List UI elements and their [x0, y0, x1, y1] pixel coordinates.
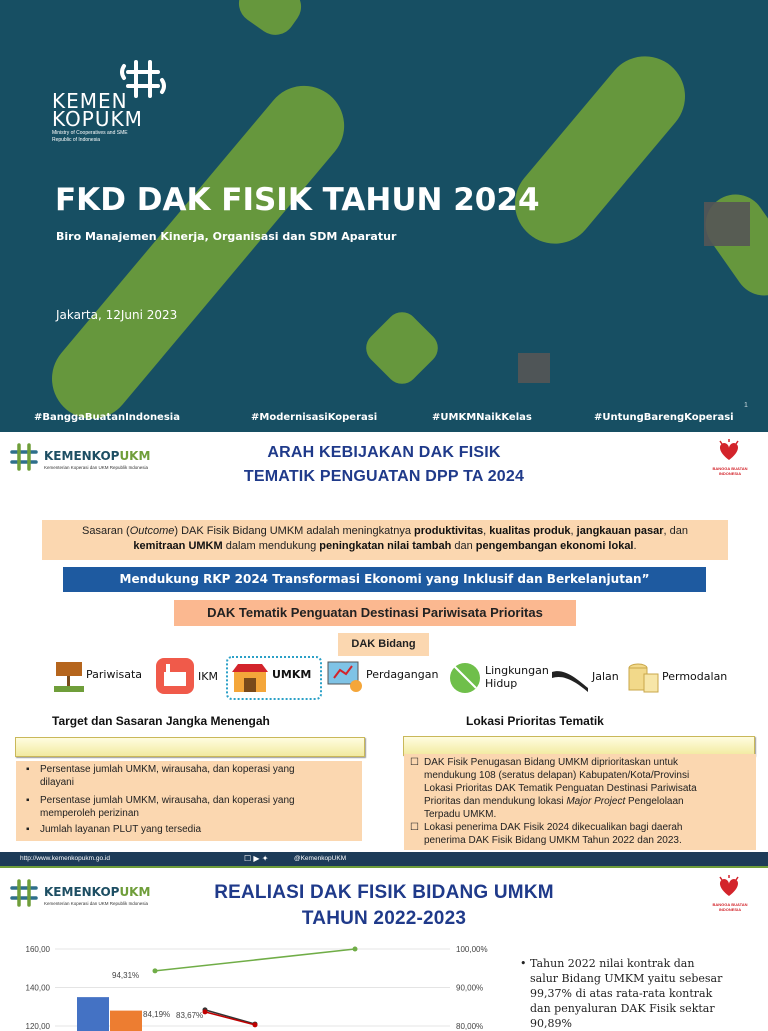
- bullet-line-3: 99,37% di atas rata-rata kontrak: [530, 987, 713, 1000]
- bar: [77, 997, 109, 1031]
- lokasi-line-6: Lokasi penerima DAK Fisik 2024 dikecualikan bagi daerah: [424, 822, 683, 833]
- footer-handle: @KemenkopUKM: [294, 855, 347, 862]
- series-point: [203, 1009, 208, 1014]
- right-tick-label: 90,00%: [456, 983, 484, 993]
- cat-lingkungan-hidup: Lingkungan Hidup: [485, 664, 549, 690]
- badge-text: BANGGA BUATAN INDONESIA: [712, 466, 748, 476]
- lokasi-line-5: Terpadu UMKM.: [424, 809, 497, 820]
- lokasi-line-2: mendukung 108 (seratus delapan) Kabupaten/Kota/Provinsi: [424, 770, 690, 781]
- hashtag-1: #BanggaBuatanIndonesia: [34, 412, 180, 423]
- bullet-line-5: 90,89%: [530, 1017, 572, 1030]
- green-stripe-2: [499, 40, 702, 260]
- data-label: 84,19%: [143, 1009, 171, 1019]
- grey-square-1: [704, 202, 750, 246]
- ikm-icon: [156, 658, 194, 694]
- target-line-1: Persentase jumlah UMKM, wirausaha, dan koperasi yang: [40, 764, 295, 775]
- slide-subtitle: Biro Manajemen Kinerja, Organisasi dan SDM Aparatur: [56, 230, 397, 243]
- logo-name: KEMENKOPUKM: [44, 885, 151, 899]
- bar: [110, 1011, 142, 1031]
- target-bullet-3: ▪: [26, 824, 30, 835]
- lokasi-line-1: DAK Fisik Penugasan Bidang UMKM diprioritaskan untuk: [424, 757, 679, 768]
- right-tick-label: 80,00%: [456, 1022, 484, 1031]
- slide-title-line2: TEMATIK PENGUATAN DPP TA 2024: [243, 468, 525, 485]
- bullet-line-4: dan penyaluran DAK Fisik sektar: [530, 1002, 715, 1015]
- bangga-buatan-indonesia-icon: [714, 874, 744, 900]
- target-header-bar: [15, 737, 365, 757]
- pariwisata-icon: [52, 660, 86, 694]
- target-title: Target dan Sasaran Jangka Menengah: [52, 714, 270, 728]
- series-line: [205, 1012, 255, 1025]
- rkp-banner: Mendukung RKP 2024 Transformasi Ekonomi yang Inklusif dan Berkelanjutan”: [63, 567, 706, 592]
- target-line-2: dilayani: [40, 777, 74, 788]
- green-diamond: [360, 306, 445, 391]
- data-label: 94,31%: [112, 970, 140, 980]
- logo-line2: KOPUKM: [52, 107, 143, 131]
- badge-text: BANGGA BUATAN INDONESIA: [712, 902, 748, 912]
- data-label: 83,67%: [176, 1010, 204, 1020]
- series-point: [153, 968, 158, 973]
- logo-line1: KEMEN: [52, 89, 128, 113]
- green-stripe-4: [231, 0, 309, 43]
- slide-title: FKD DAK FISIK TAHUN 2024: [55, 182, 540, 218]
- target-bullet-1: ▪: [26, 764, 30, 775]
- bangga-buatan-indonesia-icon: [714, 438, 744, 464]
- logo-sub: Kementerian Koperasi dan UKM Republik Indonesia: [44, 901, 149, 906]
- target-bullet-2: ▪: [26, 795, 30, 806]
- permodalan-icon: [626, 660, 660, 696]
- realisasi-slide: [0, 868, 768, 1031]
- lokasi-line-3: Lokasi Prioritas DAK Tematik Penguatan Destinasi Pariwisata: [424, 783, 697, 794]
- bullet-line-2: salur Bidang UMKM yaitu sebesar: [530, 972, 723, 985]
- series-point: [353, 947, 358, 952]
- umkm-shop-icon: [230, 660, 270, 694]
- bullet-dot: •: [520, 957, 527, 970]
- hashtag-2: #ModernisasiKoperasi: [251, 412, 378, 423]
- slide-date: Jakarta, 12Juni 2023: [56, 308, 178, 322]
- left-tick-label: 140,00: [25, 983, 50, 993]
- lokasi-line-4: Prioritas dan mendukung lokasi Major Project Pengelolaan: [424, 796, 684, 807]
- cat-jalan: Jalan: [592, 670, 619, 683]
- left-tick-label: 160,00: [25, 945, 50, 954]
- lokasi-checkbox-1-icon: ☐: [410, 757, 419, 768]
- lingkungan-hidup-icon: [446, 658, 484, 694]
- slide-title-line2: TAHUN 2022-2023: [301, 908, 467, 929]
- lokasi-checkbox-2-icon: ☐: [410, 822, 419, 833]
- dak-bidang-label: DAK Bidang: [338, 633, 429, 656]
- series-line: [205, 1010, 255, 1024]
- dak-tematik-banner: DAK Tematik Penguatan Destinasi Pariwisata Prioritas: [174, 600, 576, 626]
- title-slide: [0, 0, 768, 432]
- cat-ikm: IKM: [198, 670, 218, 683]
- target-line-3: Persentase jumlah UMKM, wirausaha, dan koperasi yang: [40, 795, 295, 806]
- lokasi-line-7: penerima DAK Fisik Bidang UMKM Tahun 2022 dan 2023.: [424, 835, 682, 846]
- cat-pariwisata: Pariwisata: [86, 668, 143, 681]
- cat-perdagangan: Perdagangan: [366, 668, 439, 681]
- policy-slide: [0, 432, 768, 868]
- series-line: [155, 949, 355, 971]
- cat-permodalan: Permodalan: [662, 670, 728, 683]
- kemenkop-logo-icon: [8, 442, 40, 472]
- sasaran-box: Sasaran (Outcome) DAK Fisik Bidang UMKM adalah meningkatnya produktivitas, kualitas produk, jangkauan pasar, dan kemitraan UMKM dalam mendukung peningkatan nilai tambah dan pengembangan ekonomi lokal.: [42, 520, 728, 560]
- hashtag-3: #UMKMNaikKelas: [432, 412, 532, 423]
- target-line-4: memperoleh perizinan: [40, 808, 139, 819]
- logo-sub: Kementerian Koperasi dan UKM Republik Indonesia: [44, 465, 149, 470]
- grey-square-2: [518, 353, 550, 383]
- slide-title-line1: REALIASI DAK FISIK BIDANG UMKM: [214, 882, 554, 903]
- jalan-icon: [552, 664, 588, 692]
- lokasi-header-bar: [403, 736, 755, 756]
- slide-footer: [0, 852, 768, 866]
- social-icons: ☐ ▶ ✦: [244, 854, 269, 863]
- logo-sub1: Ministry of Cooperatives and SME: [52, 130, 128, 136]
- series-point: [253, 1022, 258, 1027]
- logo-name: KEMENKOPUKM: [44, 449, 151, 463]
- footer-url[interactable]: http://www.kemenkopukm.go.id: [20, 855, 110, 862]
- logo-sub2: Republic of Indonesia: [52, 137, 101, 143]
- page-number: 1: [744, 402, 748, 409]
- cat-umkm: UMKM: [272, 668, 312, 681]
- lokasi-title: Lokasi Prioritas Tematik: [466, 714, 604, 728]
- realisasi-chart: [0, 945, 500, 1031]
- kemenkop-logo-icon: [8, 878, 40, 908]
- slide-title-line1: ARAH KEBIJAKAN DAK FISIK: [267, 444, 501, 461]
- left-tick-label: 120,00: [25, 1022, 50, 1031]
- perdagangan-icon: [324, 658, 364, 694]
- bullet-line-1: Tahun 2022 nilai kontrak dan: [530, 957, 695, 970]
- target-line-5: Jumlah layanan PLUT yang tersedia: [40, 824, 202, 835]
- right-tick-label: 100,00%: [456, 945, 488, 954]
- hashtag-4: #UntungBarengKoperasi: [594, 412, 734, 423]
